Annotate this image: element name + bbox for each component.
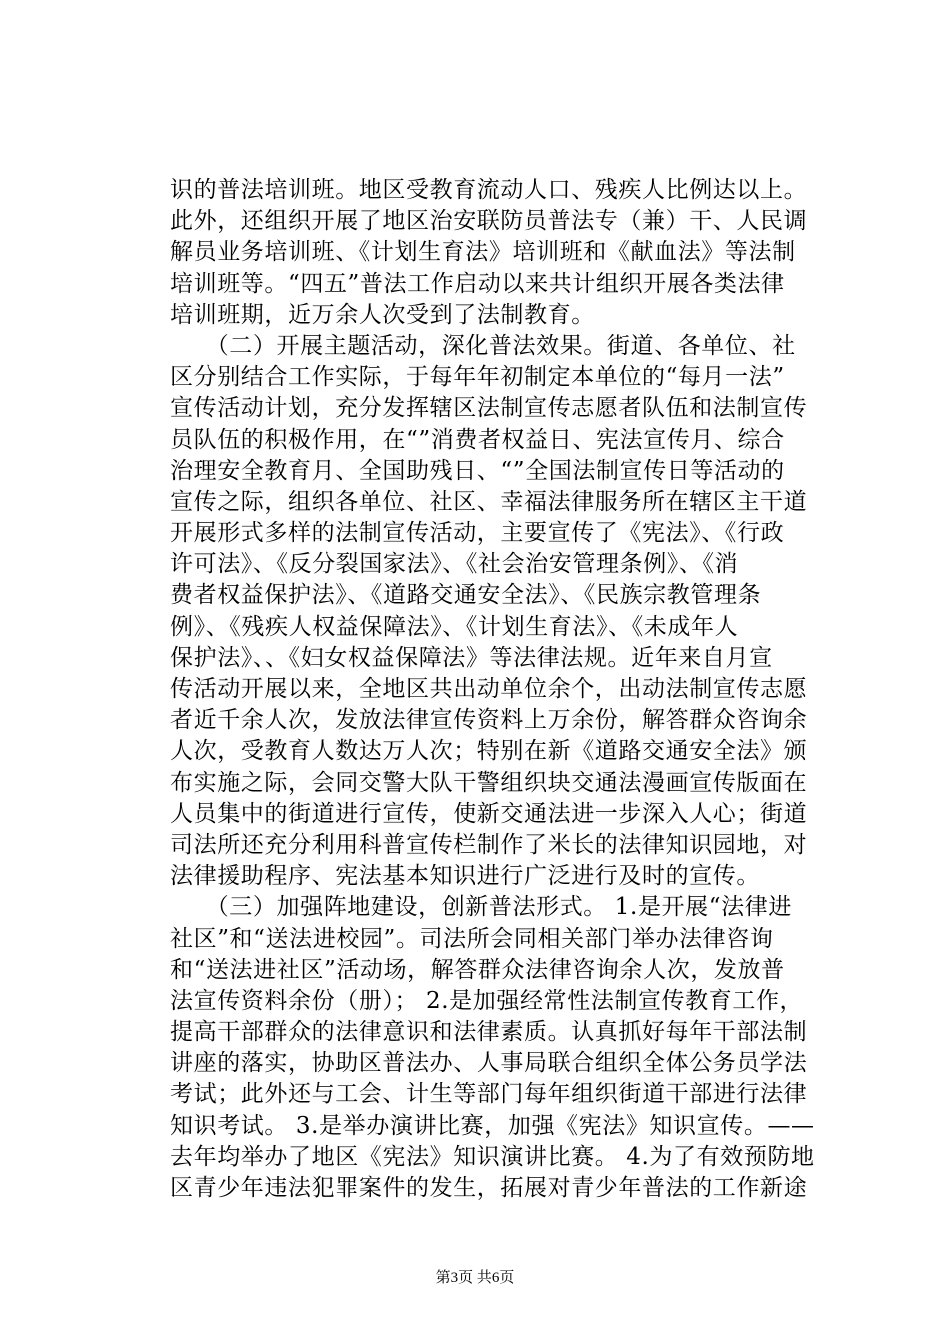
text-line: 费者权益保护法》、《道路交通安全法》、《民族宗教管理条 <box>170 582 762 609</box>
text-line: 去年均举办了地区《宪法》知识演讲比赛。 4.为了有效预防地 <box>170 1143 815 1170</box>
text-line: 宣传之际，组织各单位、社区、幸福法律服务所在辖区主干道 <box>170 488 808 515</box>
text-line: 社区”和“送法进校园”。司法所会同相关部门举办法律咨询 <box>170 925 774 952</box>
document-body <box>170 175 815 1204</box>
text-line: 知识考试。 3.是举办演讲比赛，加强《宪法》知识宣传。—— <box>170 1112 815 1139</box>
text-line: 例》、《残疾人权益保障法》、《计划生育法》、《未成年人 <box>170 613 739 640</box>
text-line: 传活动开展以来，全地区共出动单位余个，出动法制宣传志愿 <box>170 676 808 702</box>
text-line: 开展形式多样的法制宣传活动，主要宣传了《宪法》、《行政 <box>170 520 785 547</box>
text-line: 培训班等。“四五”普法工作启动以来共计组织开展各类法律 <box>170 270 785 297</box>
text-line: 员队伍的积极作用，在“”消费者权益日、宪法宣传月、综合 <box>170 426 785 453</box>
text-line: 提高干部群众的法律意识和法律素质。认真抓好每年干部法制 <box>170 1019 808 1046</box>
text-line: 考试；此外还与工会、计生等部门每年组织街道干部进行法律 <box>170 1081 808 1108</box>
text-line: 区青少年违法犯罪案件的发生，拓展对青少年普法的工作新途 <box>170 1175 808 1201</box>
text-line: 此外，还组织开展了地区治安联防员普法专（兼）干、人民调 <box>170 208 808 235</box>
text-line: 区分别结合工作实际，于每年年初制定本单位的“每月一法” <box>170 364 785 391</box>
text-line: 人员集中的街道进行宣传，使新交通法进一步深入人心；街道 <box>170 800 808 827</box>
text-line: 保护法》、、《妇女权益保障法》等法律法规。近年来自月宣 <box>170 644 773 671</box>
text-line: 讲座的落实，协助区普法办、人事局联合组织全体公务员学法 <box>170 1050 808 1077</box>
text-line: 布实施之际，会同交警大队干警组织块交通法漫画宣传版面在 <box>170 769 808 796</box>
text-line: 治理安全教育月、全国助残日、“”全国法制宣传日等活动的 <box>170 457 785 484</box>
text-line: 识的普法培训班。地区受教育流动人口、残疾人比例达以上。 <box>170 177 808 203</box>
text-line: 培训班期，近万余人次受到了法制教育。 <box>170 301 595 328</box>
text-line: 人次，受教育人数达万人次；特别在新《道路交通安全法》颁 <box>170 738 808 765</box>
text-line: 法宣传资料余份（册）； 2.是加强经常性法制宣传教育工作， <box>170 987 804 1014</box>
text-line: 法律援助程序、宪法基本知识进行广泛进行及时的宣传。 <box>170 863 760 890</box>
text-line: （三）加强阵地建设，创新普法形式。 1.是开展“法律进 <box>170 894 792 921</box>
text-line: 司法所还充分利用科普宣传栏制作了米长的法律知识园地，对 <box>170 831 808 858</box>
text-line: 者近千余人次，发放法律宣传资料上万余份，解答群众咨询余 <box>170 707 808 734</box>
text-line: （二）开展主题活动，深化普法效果。街道、各单位、社 <box>170 332 796 359</box>
page-footer: 第3页 共6页 <box>435 1270 515 1286</box>
text-line: 宣传活动计划，充分发挥辖区法制宣传志愿者队伍和法制宣传 <box>170 395 808 422</box>
text-line: 解员业务培训班、《计划生育法》培训班和《献血法》等法制 <box>170 239 796 266</box>
text-line: 许可法》、《反分裂国家法》、《社会治安管理条例》、《消 <box>170 551 739 578</box>
text-line: 和“送法进社区”活动场，解答群众法律咨询余人次，发放普 <box>170 956 785 983</box>
